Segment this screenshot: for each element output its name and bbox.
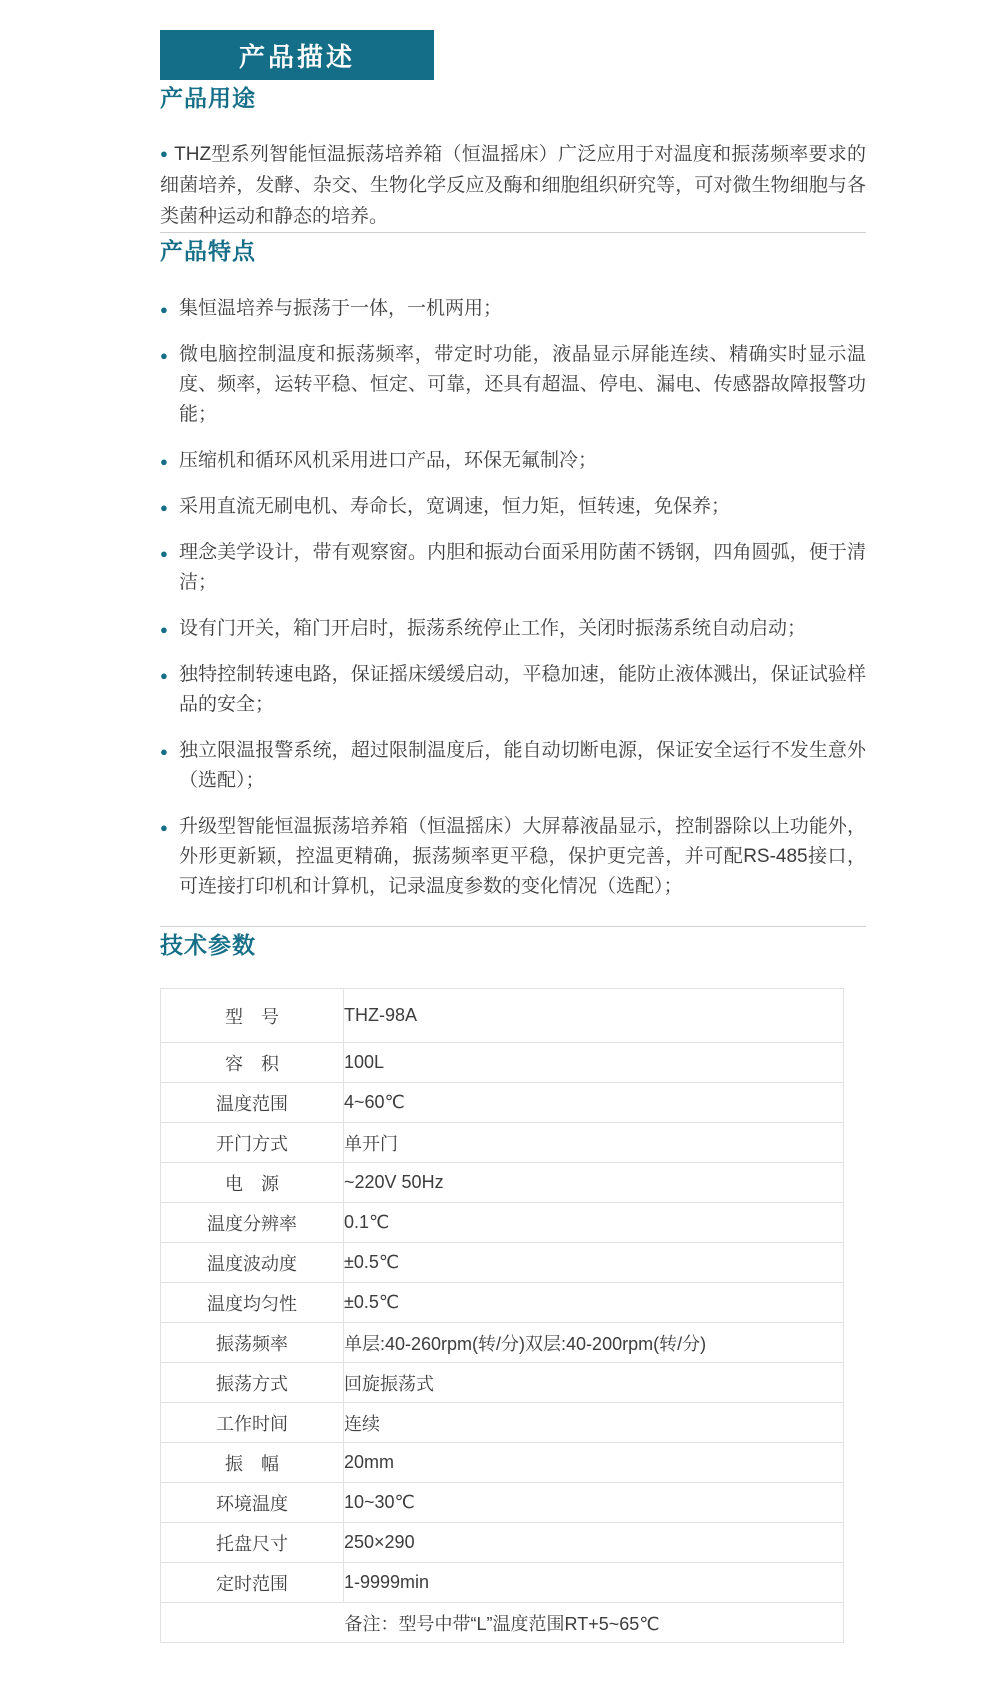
spec-row [161,1323,844,1363]
spec-label: 环境温度 [161,1483,344,1523]
specs-table [160,988,844,1643]
spec-value: 20mm [344,1443,844,1483]
spec-row [161,1123,844,1163]
feature-text: 独立限温报警系统，超过限制温度后，能自动切断电源，保证安全运行不发生意外（选配）； [179,740,866,791]
feature-item [160,538,866,598]
spec-note-row [161,1603,844,1643]
usage-section-title: 产品用途 [160,85,256,111]
feature-item [160,492,866,522]
banner-title: 产品描述 [238,41,355,72]
spec-label: 型 号 [161,989,344,1043]
spec-value: ±0.5℃ [344,1243,844,1283]
spec-value: 连续 [344,1403,844,1443]
feature-item [160,812,866,902]
bullet-icon: ● [160,668,168,683]
bullet-icon: ● [160,546,168,561]
spec-row [161,1443,844,1483]
spec-row [161,1083,844,1123]
feature-item [160,340,866,430]
spec-label: 振荡频率 [161,1323,344,1363]
spec-value: 100L [344,1043,844,1083]
spec-row [161,989,844,1043]
feature-text: 集恒温培养与振荡于一体，一机两用； [179,298,503,319]
usage-paragraph [160,138,866,232]
specs-table-body [161,989,844,1643]
spec-label: 温度波动度 [161,1243,344,1283]
spec-value: 单开门 [344,1123,844,1163]
spec-label: 温度均匀性 [161,1283,344,1323]
bullet-icon: ● [160,500,168,515]
bullet-icon: ● [160,820,168,835]
feature-text: 独特控制转速电路，保证摇床缓缓启动，平稳加速，能防止液体溅出，保证试验样品的安全； [179,664,866,715]
bullet-icon: ● [160,302,168,317]
bullet-icon: ● [160,146,169,161]
bullet-icon: ● [160,454,168,469]
spec-value: 4~60℃ [344,1083,844,1123]
spec-label: 电 源 [161,1163,344,1203]
spec-row [161,1283,844,1323]
spec-label: 振 幅 [161,1443,344,1483]
spec-value: 0.1℃ [344,1203,844,1243]
spec-row [161,1483,844,1523]
spec-row [161,1563,844,1603]
spec-label: 托盘尺寸 [161,1523,344,1563]
features-section-title: 产品特点 [160,238,256,264]
spec-value: 单层:40-260rpm(转/分)双层:40-200rpm(转/分) [344,1323,844,1363]
feature-text: 采用直流无刷电机、寿命长，宽调速，恒力矩，恒转速，免保养； [179,496,731,517]
feature-item [160,736,866,796]
spec-row [161,1403,844,1443]
bullet-icon: ● [160,744,168,759]
spec-value: ±0.5℃ [344,1283,844,1323]
content-area [160,30,866,1643]
section-banner [160,30,434,80]
spec-row [161,1163,844,1203]
bullet-icon: ● [160,348,168,363]
feature-text: 理念美学设计，带有观察窗。内胆和振动台面采用防菌不锈钢，四角圆弧，便于清洁； [179,542,866,593]
spec-value: 10~30℃ [344,1483,844,1523]
spec-label: 定时范围 [161,1563,344,1603]
spec-label: 温度分辨率 [161,1203,344,1243]
spec-row [161,1243,844,1283]
feature-text: 微电脑控制温度和振荡频率，带定时功能，液晶显示屏能连续、精确实时显示温度、频率，运转平稳、恒定、可靠，还具有超温、停电、漏电、传感器故障报警功能； [179,344,866,425]
specs-section-title: 技术参数 [160,932,256,958]
spec-value: 1-9999min [344,1563,844,1603]
bullet-icon: ● [160,622,168,637]
spec-value: 回旋振荡式 [344,1363,844,1403]
spec-label: 振荡方式 [161,1363,344,1403]
spec-label: 容 积 [161,1043,344,1083]
feature-text: 升级型智能恒温振荡培养箱（恒温摇床）大屏幕液晶显示，控制器除以上功能外，外形更新颖，控温更精确，振荡频率更平稳，保护更完善，并可配RS-485接口，可连接打印机和计算机，记录温度参数的变化情况（选配）； [179,816,866,897]
spec-label: 开门方式 [161,1123,344,1163]
feature-item [160,446,866,476]
spec-label: 工作时间 [161,1403,344,1443]
spec-row [161,1203,844,1243]
feature-text: 设有门开关，箱门开启时，振荡系统停止工作，关闭时振荡系统自动启动； [179,618,807,639]
spec-value: ~220V 50Hz [344,1163,844,1203]
spec-row [161,1043,844,1083]
spec-value: 250×290 [344,1523,844,1563]
spec-note: 备注：型号中带“L”温度范围RT+5~65℃ [161,1603,844,1643]
spec-row [161,1523,844,1563]
feature-text: 压缩机和循环风机采用进口产品，环保无氟制冷； [179,450,598,471]
spec-label: 温度范围 [161,1083,344,1123]
feature-item [160,660,866,720]
feature-item [160,294,866,324]
spec-row [161,1363,844,1403]
usage-text: THZ型系列智能恒温振荡培养箱（恒温摇床）广泛应用于对温度和振荡频率要求的细菌培养，发酵、杂交、生物化学反应及酶和细胞组织研究等，可对微生物细胞与各类菌种运动和静态的培养。 [160,144,867,227]
features-list [160,294,866,902]
feature-item [160,614,866,644]
spec-value: THZ-98A [344,989,844,1043]
